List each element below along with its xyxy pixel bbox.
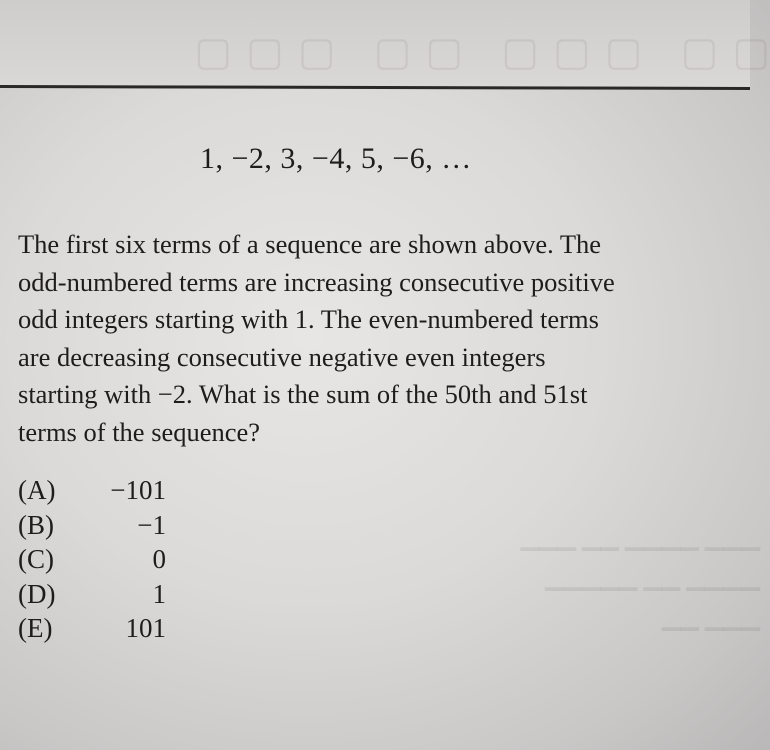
- problem-line: odd-numbered terms are increasing consecutive positive: [18, 266, 615, 297]
- bleed-through-decoration: ▁▁▁ ▁▁▁▁ ▁▁ ▁▁▁ ▁▁▁▁ ▁▁ ▁▁▁▁▁ ▁▁▁ ▁▁: [520, 525, 760, 631]
- sequence-terms: 1, −2, 3, −4, 5, −6, …: [200, 142, 472, 175]
- problem-line: terms of the sequence?: [18, 416, 261, 447]
- choice-letter: (B): [18, 509, 54, 540]
- problem-line: starting with −2. What is the sum of the 50th and 51st: [18, 379, 588, 409]
- problem-line: are decreasing consecutive negative even integers: [18, 341, 546, 372]
- choice-value: 1: [152, 578, 166, 609]
- choice-value: −1: [137, 509, 166, 540]
- choice-value: 0: [152, 544, 166, 574]
- choice-letter: (A): [18, 475, 56, 505]
- separator-rule: [0, 85, 750, 90]
- problem-statement: [18, 226, 733, 451]
- page-top-area: [0, 0, 770, 88]
- choice-value: −101: [110, 475, 166, 505]
- choice-letter: (D): [18, 578, 56, 609]
- problem-line: The first six terms of a sequence are shown above. The: [18, 229, 602, 259]
- choice-c: [18, 542, 218, 577]
- choice-e: [18, 611, 218, 646]
- choice-letter: (C): [18, 544, 54, 574]
- choice-a: [18, 473, 218, 508]
- problem-line: odd integers starting with 1. The even-numbered terms: [18, 304, 599, 334]
- choice-value: 101: [125, 613, 166, 643]
- bleed-through-decoration: ▢▢ ▢▢▢ ▢▢ ▢▢▢: [180, 29, 770, 74]
- choice-b: [18, 508, 218, 543]
- choice-letter: (E): [18, 613, 53, 643]
- answer-choices: [18, 473, 218, 646]
- choice-d: [18, 577, 218, 612]
